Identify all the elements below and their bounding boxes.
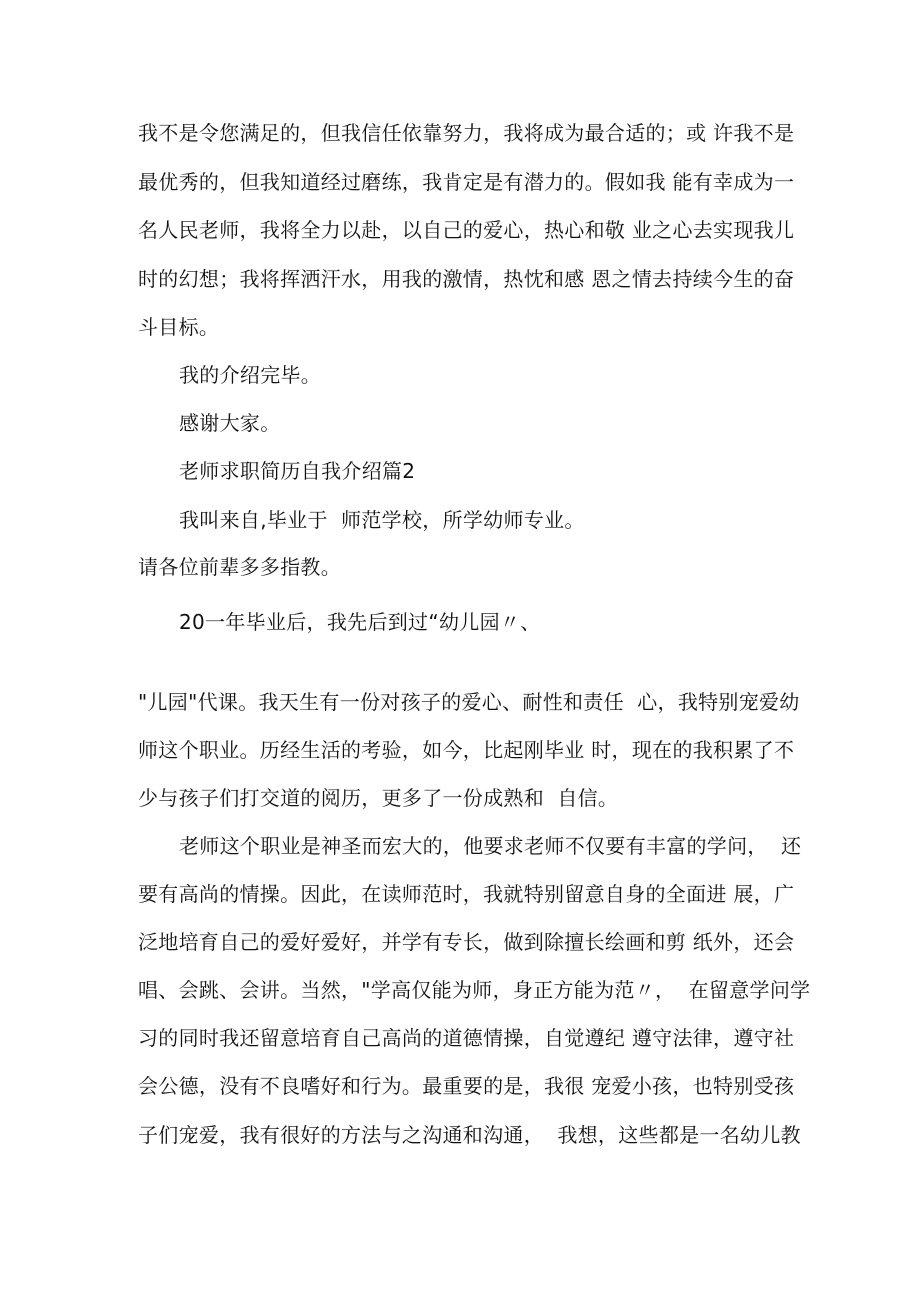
paragraph-line: 师这个职业。历经生活的考验，如今，比起刚毕业 时，现在的我积累了不 [138, 738, 795, 762]
paragraph-line: 名人民老师，我将全力以赴，以自己的爱心，热心和敬 业之心去实现我儿 [138, 218, 795, 242]
paragraph-line: 时的幻想；我将挥洒汗水，用我的激情，热忱和感 恩之情去持续今生的奋 [138, 267, 795, 291]
paragraph-line: 我不是令您满足的，但我信任依靠努力，我将成为最合适的；或 许我不是 [138, 121, 795, 145]
paragraph-line: 20一年毕业后，我先后到过“幼儿园〃、 [179, 610, 541, 634]
paragraph-line: "儿园"代课。我天生有一份对孩子的爱心、耐性和责任 心，我特别宠爱幼 [138, 690, 800, 714]
paragraph-line: 要有高尚的情操。因此，在读师范时，我就特别留意自身的全面进 展，广 [138, 882, 795, 906]
paragraph-line: 泛地培育自己的爱好爱好，并学有专长，做到除擅长绘画和剪 纸外，还会 [138, 930, 795, 954]
paragraph-line: 老师这个职业是神圣而宏大的，他要求老师不仅要有丰富的学问， 还 [179, 834, 802, 858]
paragraph-line: 唱、会跳、会讲。当然，"学高仅能为师，身正方能为范〃， 在留意学问学 [138, 978, 811, 1002]
paragraph-line: 少与孩子们打交道的阅历，更多了一份成熟和 自信。 [138, 786, 619, 810]
paragraph-line: 斗目标。 [138, 315, 220, 339]
paragraph-line: 我叫来自,毕业于 师范学校，所学幼师专业。 [179, 508, 585, 532]
paragraph-line: 请各位前辈多多指教。 [138, 555, 341, 579]
thanks-line: 感谢大家。 [179, 411, 281, 435]
paragraph-line: 最优秀的，但我知道经过磨练，我肯定是有潜力的。假如我 能有幸成为一 [138, 170, 795, 194]
paragraph-line: 会公德，没有不良嗜好和行为。最重要的是，我很 宠爱小孩，也特别受孩 [138, 1074, 795, 1098]
section-heading: 老师求职简历自我介绍篇2 [179, 459, 416, 483]
paragraph-line: 子们宠爱，我有很好的方法与之沟通和沟通， 我想，这些都是一名幼儿教 [138, 1123, 801, 1147]
paragraph-line: 习的同时我还留意培育自己高尚的道德情操，自觉遵纪 遵守法律，遵守社 [138, 1026, 795, 1050]
closing-line: 我的介绍完毕。 [179, 363, 322, 387]
